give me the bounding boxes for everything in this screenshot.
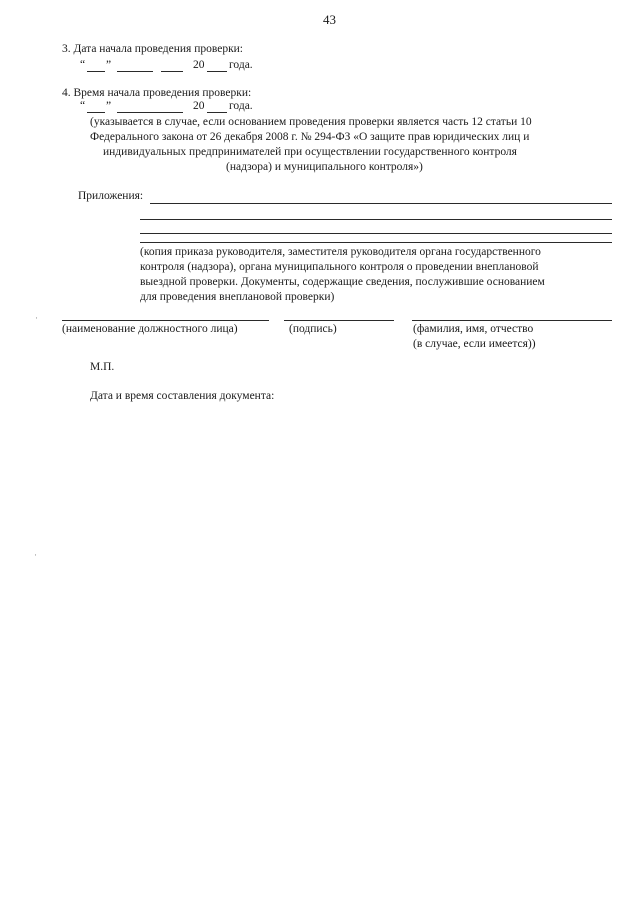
full-name-caption-2: (в случае, если имеется)): [413, 338, 536, 350]
scan-mark: ·: [35, 313, 38, 323]
signature-blank[interactable]: [284, 320, 394, 321]
attachments-blank-line-4[interactable]: [140, 242, 612, 243]
attachments-label: Приложения:: [78, 190, 144, 202]
item4-note-line: (указывается в случае, если основанием проведения проверки является часть 12 статьи 10: [90, 116, 532, 128]
item4-open-quote: “: [80, 100, 86, 112]
item4-year-suffix: года.: [229, 100, 253, 112]
item3-month-blank[interactable]: [117, 71, 153, 72]
attachments-note-line: (копия приказа руководителя, заместителя руководителя органа государственного: [140, 246, 541, 258]
item4-close-quote: ”: [106, 100, 112, 112]
item3-year-prefix: 20: [193, 59, 205, 71]
item4-day-blank[interactable]: [87, 112, 105, 113]
item3-year-suffix: года.: [229, 59, 253, 71]
scan-mark: ·: [34, 550, 37, 560]
position-caption: (наименование должностного лица): [62, 323, 238, 335]
attachments-blank-line-1[interactable]: [150, 203, 612, 204]
item3-heading: 3. Дата начала проведения проверки:: [62, 43, 244, 55]
item4-year-prefix: 20: [193, 100, 205, 112]
attachments-note-line: контроля (надзора), органа муниципального контроля о проведении внеплановой: [140, 261, 539, 273]
position-blank[interactable]: [62, 320, 269, 321]
item4-note-line: индивидуальных предпринимателей при осуществлении государственного контроля: [103, 146, 517, 158]
stamp-label: М.П.: [90, 361, 115, 373]
attachments-blank-line-3[interactable]: [140, 233, 612, 234]
item4-note-line: Федерального закона от 26 декабря 2008 г. № 294-ФЗ «О защите прав юридических лиц и: [90, 131, 530, 143]
item4-note-line: (надзора) и муниципального контроля»): [226, 161, 423, 173]
full-name-caption: (фамилия, имя, отчество: [413, 323, 534, 335]
item3-close-quote: ”: [106, 59, 112, 71]
signature-caption: (подпись): [289, 323, 337, 335]
item3-year-blank[interactable]: [207, 71, 227, 72]
item3-open-quote: “: [80, 59, 86, 71]
item3-month-blank-2[interactable]: [161, 71, 183, 72]
item4-heading: 4. Время начала проведения проверки:: [62, 87, 252, 99]
full-name-blank[interactable]: [412, 320, 612, 321]
item3-day-blank[interactable]: [87, 71, 105, 72]
attachments-blank-line-2[interactable]: [140, 219, 612, 220]
attachments-note-line: выездной проверки. Документы, содержащие сведения, послужившие основанием: [140, 276, 545, 288]
doc-datetime-label: Дата и время составления документа:: [90, 390, 275, 402]
item4-month-blank[interactable]: [117, 112, 183, 113]
item4-year-blank[interactable]: [207, 112, 227, 113]
attachments-note-line: для проведения внеплановой проверки): [140, 291, 335, 303]
page-number: 43: [323, 12, 336, 27]
